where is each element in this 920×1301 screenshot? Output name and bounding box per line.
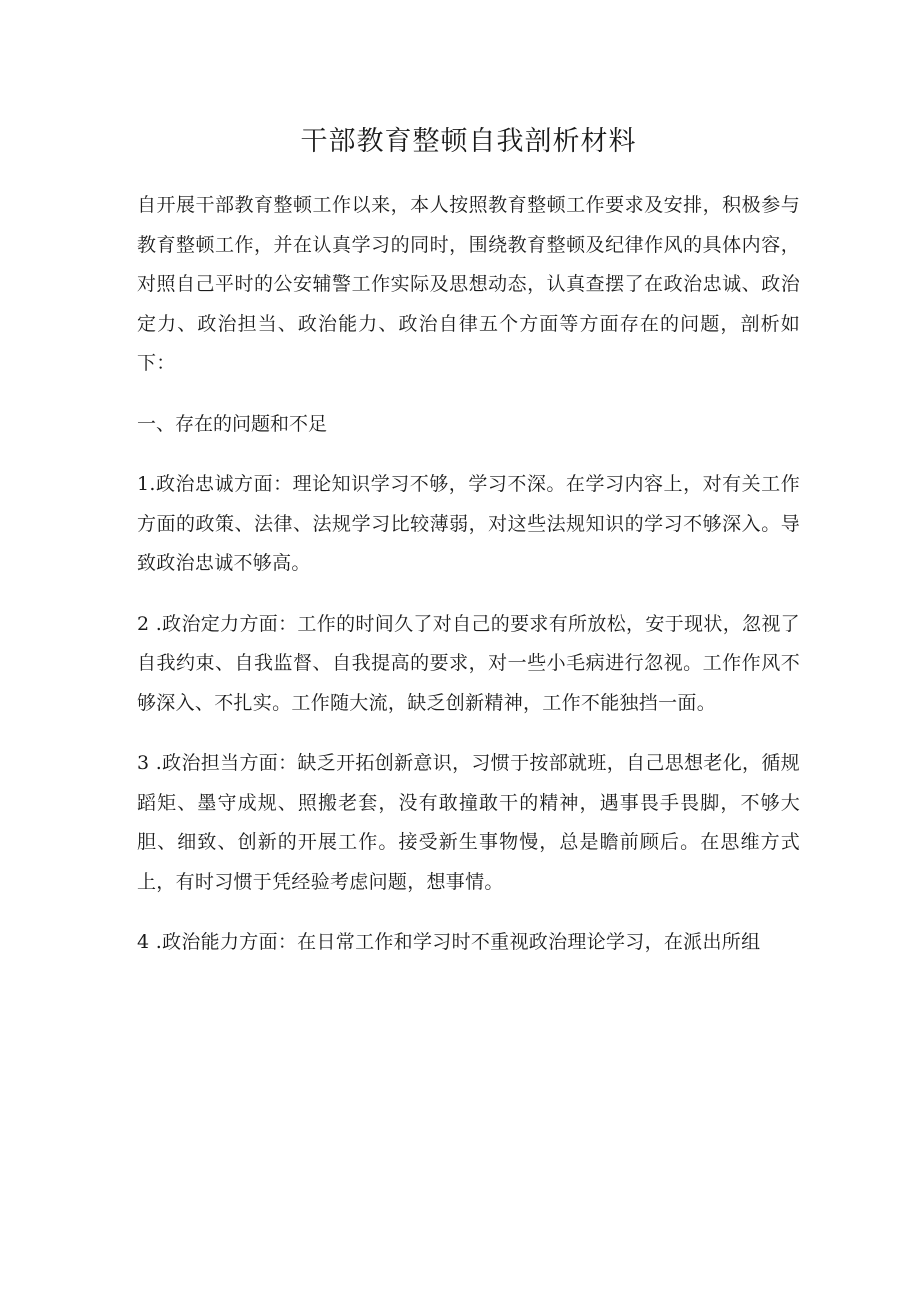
document-title: 干部教育整顿自我剖析材料 (300, 126, 637, 157)
issue-item-3: 3 .政治担当方面：缺乏开拓创新意识，习惯于按部就班，自己思想老化，循规蹈矩、墨守成规、照搬老套，没有敢撞敢干的精神，遇事畏手畏脚，不够大胆、细致、创新的开展工作。接受新生事物慢，总是瞻前顾后。在思维方式上，有时习惯于凭经验考虑问题，想事情。 (137, 752, 800, 893)
issue-item-1: 1.政治忠诚方面：理论知识学习不够，学习不深。在学习内容上，对有关工作方面的政策、法律、法规学习比较薄弱，对这些法规知识的学习不够深入。导致政治忠诚不够高。 (137, 473, 800, 574)
issue-item-4: 4 .政治能力方面：在日常工作和学习时不重视政治理论学习，在派出所组 (137, 931, 761, 953)
section-heading: 一、存在的问题和不足 (137, 412, 328, 435)
intro-paragraph: 自开展干部教育整顿工作以来，本人按照教育整顿工作要求及安排，积极参与教育整顿工作，并在认真学习的同时，围绕教育整顿及纪律作风的具体内容，对照自己平时的公安辅警工作实际及思想动态，认真查摆了在政治忠诚、政治定力、政治担当、政治能力、政治自律五个方面等方面存在的问题，剖析如下： (137, 194, 800, 374)
issue-item-2: 2 .政治定力方面：工作的时间久了对自己的要求有所放松，安于现状，忽视了自我约束、自我监督、自我提高的要求，对一些小毛病进行忽视。工作作风不够深入、不扎实。工作随大流，缺乏创新精神，工作不能独挡一面。 (137, 612, 800, 714)
